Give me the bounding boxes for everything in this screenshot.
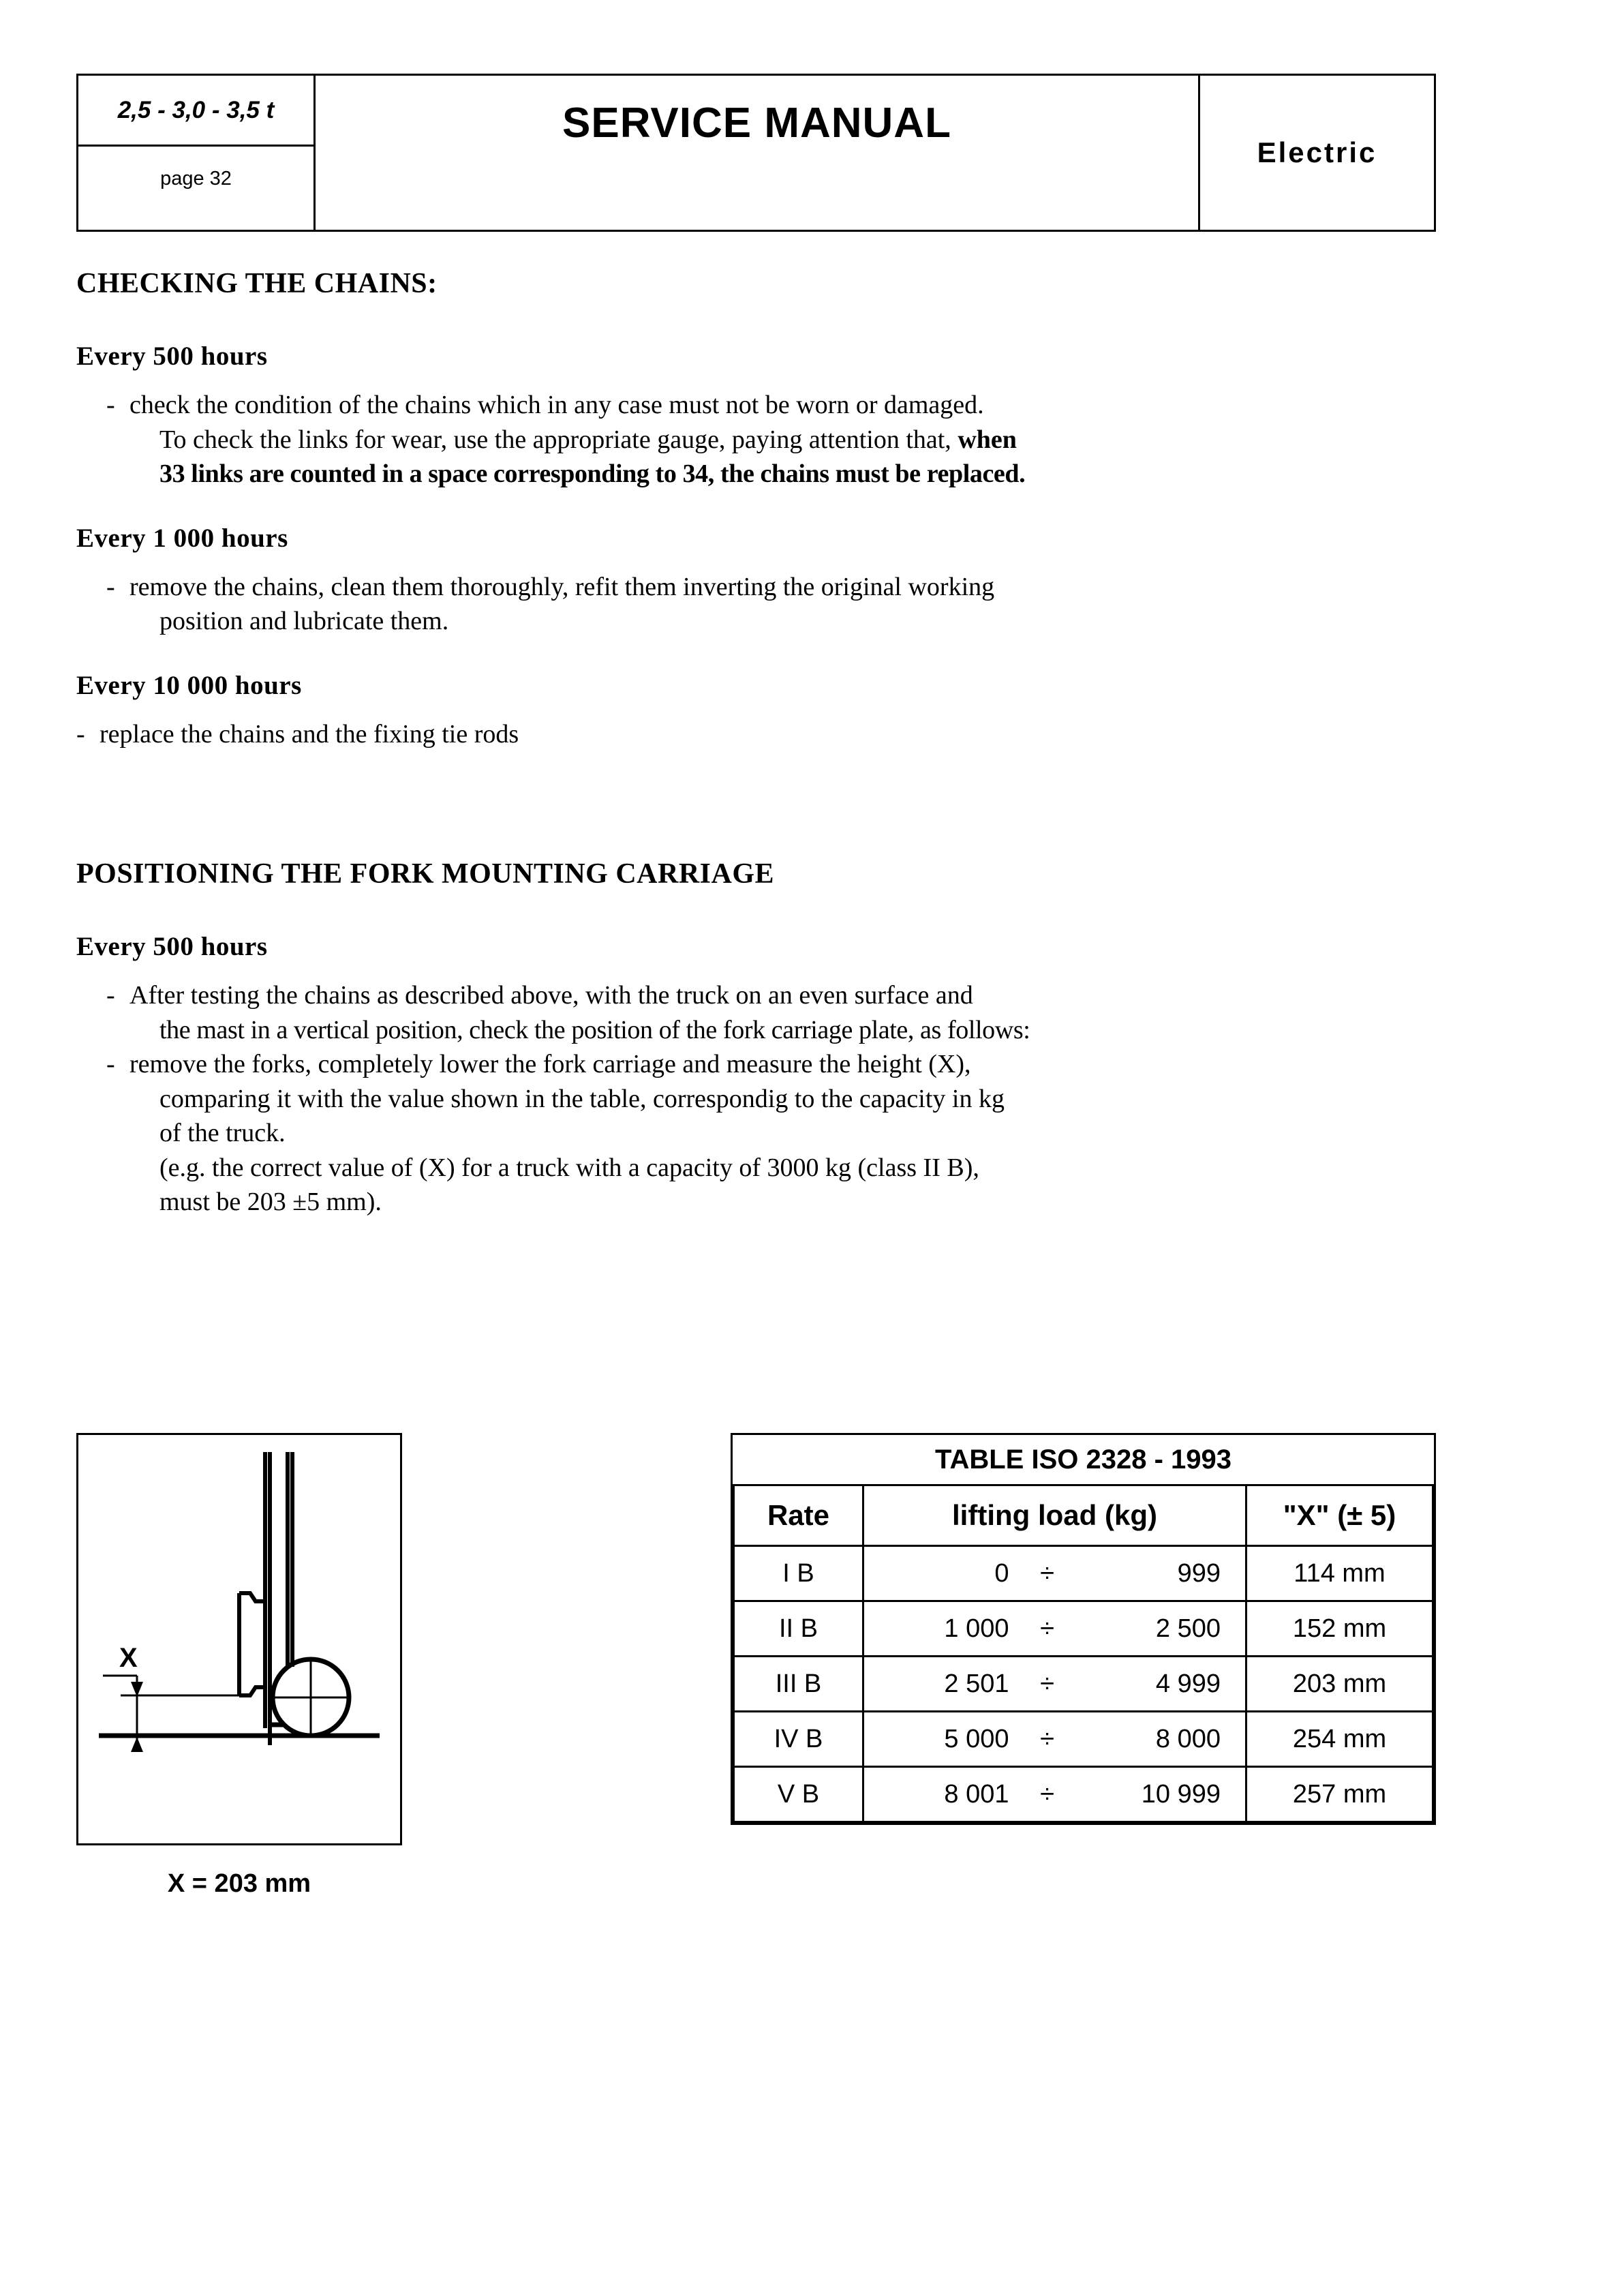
bullet-line-3: 33 links are counted in a space corresponding to 34, the chains must be replaced. <box>159 459 1026 489</box>
bullet-line-1: replace the chains and the fixing tie rods <box>100 719 519 749</box>
dimension-x-label: X <box>119 1643 138 1673</box>
list-item <box>106 1047 1371 1082</box>
cell-load-max: 10 999 <box>1141 1779 1221 1809</box>
carriage-plate-bottom-step-icon <box>239 1687 265 1695</box>
divide-symbol-icon: ÷ <box>1040 1779 1054 1809</box>
page-header <box>76 74 1436 232</box>
cell-load-min: 5 000 <box>944 1724 1009 1753</box>
table-row <box>734 1546 1433 1601</box>
divide-symbol-icon: ÷ <box>1040 1558 1054 1588</box>
column-header-lifting-load: lifting load (kg) <box>863 1485 1246 1546</box>
bullet-line-2-bold-tail: when <box>958 425 1017 454</box>
list-item <box>106 388 1371 423</box>
subheading-every-10000-hours: Every 10 000 hours <box>76 670 302 700</box>
header-left-cell <box>78 76 316 230</box>
bullet-line-1: check the condition of the chains which in any case must not be worn or damaged. <box>129 391 984 419</box>
bullet-line-1: remove the forks, completely lower the fork carriage and measure the height (X), <box>129 1050 971 1079</box>
header-center-cell <box>316 76 1200 230</box>
cell-x-value: 152 mm <box>1246 1601 1433 1657</box>
bullet-line-2: To check the links for wear, use the appropriate gauge, paying attention that, <box>159 425 958 454</box>
carriage-plate-top-step-icon <box>239 1593 265 1601</box>
cell-load-max: 999 <box>1177 1558 1221 1588</box>
bullet-line-2: comparing it with the value shown in the table, correspondig to the capacity in kg <box>159 1084 1005 1113</box>
table-title-row <box>734 1435 1433 1485</box>
bullet-dash: - <box>76 719 85 749</box>
bullet-continuation <box>106 1082 1371 1220</box>
cell-load-min: 1 000 <box>944 1614 1009 1643</box>
bullet-dash: - <box>106 572 115 601</box>
table-row <box>734 1657 1433 1712</box>
bullet-dash: - <box>106 1050 115 1079</box>
bullet-continuation <box>106 1013 1371 1048</box>
table-row <box>734 1767 1433 1822</box>
cell-load-min: 8 001 <box>944 1779 1009 1809</box>
cell-x-value: 257 mm <box>1246 1767 1433 1822</box>
bullet-group <box>76 978 1371 1220</box>
bullet-line-1: After testing the chains as described above, with the truck on an even surface and <box>129 981 973 1010</box>
table-row <box>734 1712 1433 1767</box>
subheading-every-500-hours-2: Every 500 hours <box>76 932 268 962</box>
truck-capacity-label: 2,5 - 3,0 - 3,5 t <box>78 76 313 147</box>
bullet-line-4: (e.g. the correct value of (X) for a truck with a capacity of 3000 kg (class II B), <box>159 1153 979 1182</box>
bullet-line-3: of the truck. <box>159 1119 286 1148</box>
cell-rate: V B <box>734 1767 863 1822</box>
table-title: TABLE ISO 2328 - 1993 <box>734 1435 1433 1485</box>
subheading-every-1000-hours: Every 1 000 hours <box>76 523 288 553</box>
header-right-cell <box>1200 76 1434 230</box>
section-heading-checking-chains: CHECKING THE CHAINS: <box>76 268 438 299</box>
cell-lifting-load <box>863 1712 1246 1767</box>
cell-lifting-load <box>863 1546 1246 1601</box>
cell-x-value: 114 mm <box>1246 1546 1433 1601</box>
cell-lifting-load <box>863 1601 1246 1657</box>
dimension-arrow-down-icon <box>131 1737 143 1752</box>
cell-rate: IV B <box>734 1712 863 1767</box>
subheading-every-500-hours: Every 500 hours <box>76 342 268 371</box>
bullet-line-2: position and lubricate them. <box>159 607 449 636</box>
diagram-caption: X = 203 mm <box>167 1869 311 1898</box>
column-header-rate: Rate <box>734 1485 863 1546</box>
bullet-line-1: remove the chains, clean them thoroughly, refit them inverting the original working <box>129 572 995 601</box>
table-header-row <box>734 1485 1433 1546</box>
fork-carriage-drawing <box>78 1435 400 1843</box>
cell-load-max: 4 999 <box>1155 1669 1221 1698</box>
list-item <box>106 570 1371 605</box>
bullet-dash: - <box>106 981 115 1010</box>
list-item <box>76 717 1371 752</box>
page-title: SERVICE MANUAL <box>562 100 951 147</box>
cell-rate: II B <box>734 1601 863 1657</box>
list-item <box>106 978 1371 1013</box>
cell-x-value: 254 mm <box>1246 1712 1433 1767</box>
cell-load-min: 0 <box>994 1558 1009 1588</box>
iso-2328-table <box>731 1433 1436 1825</box>
cell-rate: III B <box>734 1657 863 1712</box>
bullet-line-5: must be 203 ±5 mm). <box>159 1188 382 1217</box>
bullet-line-2: the mast in a vertical position, check the position of the fork carriage plate, as follows: <box>159 1015 1030 1044</box>
section-heading-positioning-fork: POSITIONING THE FORK MOUNTING CARRIAGE <box>76 858 775 890</box>
bullet-line-2-wrap <box>159 423 1371 457</box>
cell-lifting-load <box>863 1657 1246 1712</box>
divide-symbol-icon: ÷ <box>1040 1724 1054 1753</box>
divide-symbol-icon: ÷ <box>1040 1669 1054 1698</box>
bullet-group <box>76 388 1371 492</box>
cell-load-min: 2 501 <box>944 1669 1009 1698</box>
page-number-label: page 32 <box>160 167 232 190</box>
bullet-dash: - <box>106 391 115 419</box>
cell-lifting-load <box>863 1767 1246 1822</box>
column-header-x: "X" (± 5) <box>1246 1485 1433 1546</box>
bullet-continuation <box>106 604 1371 639</box>
bullet-continuation <box>106 423 1371 492</box>
divide-symbol-icon: ÷ <box>1040 1614 1054 1643</box>
bullet-group <box>76 570 1371 639</box>
cell-x-value: 203 mm <box>1246 1657 1433 1712</box>
cell-rate: I B <box>734 1546 863 1601</box>
document-body <box>76 267 1371 1220</box>
fork-carriage-diagram <box>76 1433 402 1845</box>
cell-load-max: 8 000 <box>1155 1724 1221 1753</box>
table-row <box>734 1601 1433 1657</box>
cell-load-max: 2 500 <box>1155 1614 1221 1643</box>
variant-label: Electric <box>1257 136 1377 168</box>
